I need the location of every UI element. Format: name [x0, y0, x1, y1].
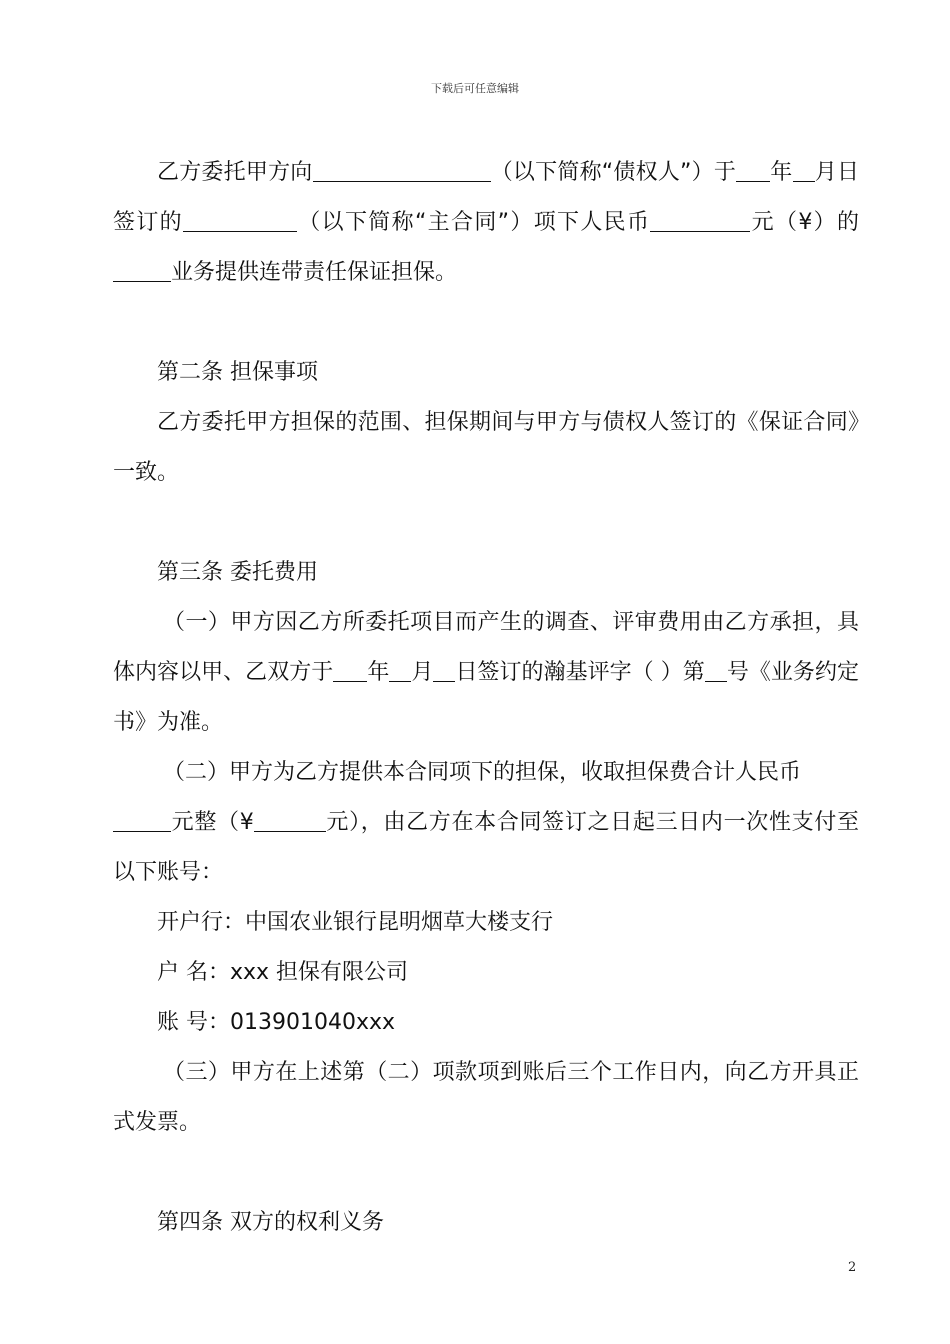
- blank-fee-figure: [254, 809, 326, 832]
- article-3-clause-3: （三）甲方在上述第（二）项款项到账后三个工作日内，向乙方开具正式发票。: [113, 1060, 859, 1135]
- blank-fee: [113, 809, 171, 832]
- page-number: 2: [848, 1260, 857, 1275]
- account-number-line: 账 号：013901040xxx: [157, 1010, 396, 1035]
- article-3-title: 第三条 委托费用: [157, 560, 318, 585]
- blank-day: [433, 659, 455, 682]
- blank-number: [705, 659, 727, 682]
- blank-year: [333, 659, 367, 682]
- article-4-title: 第四条 双方的权利义务: [157, 1210, 384, 1235]
- blank-month: [389, 659, 411, 682]
- blank-year: [736, 159, 770, 182]
- page-header: 下载后可任意编辑: [431, 82, 519, 95]
- article-3-clause-2: （二）甲方为乙方提供本合同项下的担保，收取担保费合计人民币 元整（¥ 元），由乙方在本合同签订之日起三日内一次性支付至以下账号：: [113, 760, 859, 885]
- paragraph-guarantee-scope: 乙方委托甲方向 （以下简称“债权人”）于 年 月日签订的 （以下简称“主合同”）项下人民币 元（¥）的业务提供连带责任保证担保。: [113, 160, 859, 285]
- account-holder-line: 户 名：xxx 担保有限公司: [157, 960, 409, 985]
- bank-name-line: 开户行：中国农业银行昆明烟草大楼支行: [157, 910, 554, 935]
- document-body: [113, 148, 859, 1248]
- blank-business: [113, 259, 171, 282]
- blank-month: [793, 159, 815, 182]
- blank-contract: [183, 209, 297, 232]
- article-2-title: 第二条 担保事项: [157, 360, 318, 385]
- article-2-body: 乙方委托甲方担保的范围、担保期间与甲方与债权人签订的《保证合同》一致。: [113, 410, 859, 485]
- article-3-clause-1: （一）甲方因乙方所委托项目而产生的调查、评审费用由乙方承担，具体内容以甲、乙双方于 年 月 日签订的瀚基评字（ ）第 号《业务约定书》为准。: [113, 610, 859, 735]
- blank-creditor: [313, 159, 491, 182]
- blank-amount: [650, 209, 750, 232]
